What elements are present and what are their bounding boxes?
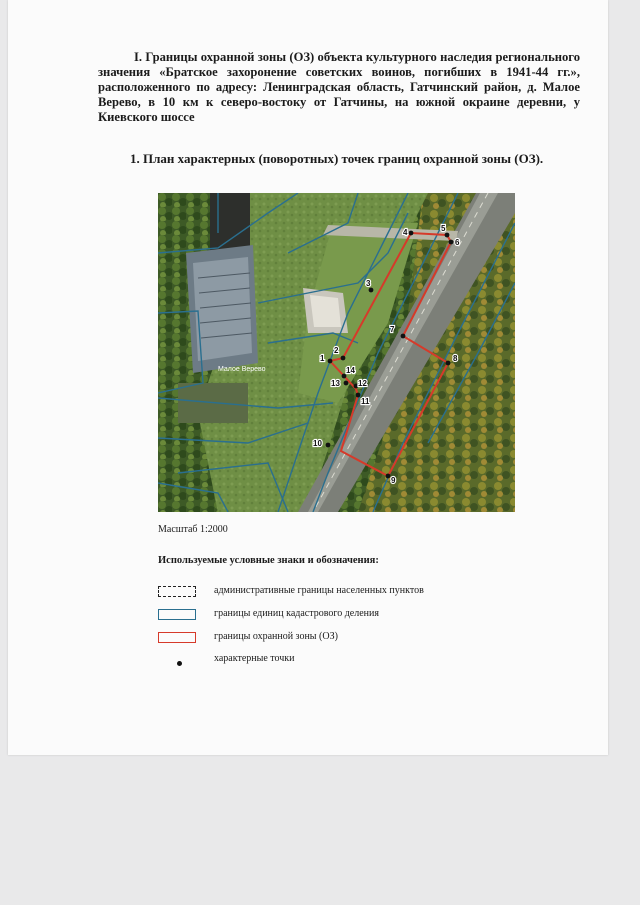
map-point-label: 7: [390, 325, 395, 334]
map-point-label: 8: [453, 354, 458, 363]
map-point-label: 12: [358, 379, 367, 388]
legend-item: [158, 630, 518, 646]
map-point-label: 14: [346, 366, 355, 375]
village-label: Малое Верево: [218, 366, 266, 373]
blue-boundary-icon: [158, 609, 196, 620]
section-heading: 1. План характерных (поворотных) точек границ охранной зоны (ОЗ).: [130, 151, 544, 166]
document-heading: I. Границы охранной зоны (ОЗ) объекта культурного наследия регионального значения «Братское захоронение советских воинов, погибших в 1941-44 гг.», расположенного по адресу: Ленинградская область, Гатчинский район, д. Малое Верево, в 10 км к северо-востоку от Гатчины, на южной окраине деревни, у Киевского шоссе: [98, 50, 580, 124]
map-point-label: 11: [361, 397, 370, 406]
map-point-label: 4: [403, 228, 408, 237]
map-point-label: 6: [455, 238, 460, 247]
legend-title: Используемые условные знаки и обозначения:: [158, 555, 379, 566]
map-point-label: 5: [441, 224, 446, 233]
document-page: [8, 0, 608, 755]
map-scale: Масштаб 1:2000: [158, 524, 228, 535]
point-icon: [177, 661, 182, 666]
legend-item: [158, 652, 518, 668]
legend-item-label: характерные точки: [214, 653, 295, 664]
map-point-label: 9: [391, 476, 396, 485]
legend-item-label: границы единиц кадастрового деления: [214, 608, 379, 619]
legend-item-label: границы охранной зоны (ОЗ): [214, 631, 338, 642]
legend-item-label: административные границы населенных пунктов: [214, 585, 424, 596]
red-boundary-icon: [158, 632, 196, 643]
map-point-label: 1: [320, 354, 325, 363]
dashed-boundary-icon: [158, 586, 196, 597]
map-point-label: 2: [334, 346, 339, 355]
legend-item: [158, 607, 518, 623]
map-point-label: 10: [313, 439, 322, 448]
site-plan-map: [158, 193, 515, 512]
map-point-label: 13: [331, 379, 340, 388]
legend-item: [158, 584, 518, 600]
map-image: [158, 193, 515, 512]
map-point-label: 3: [366, 279, 371, 288]
